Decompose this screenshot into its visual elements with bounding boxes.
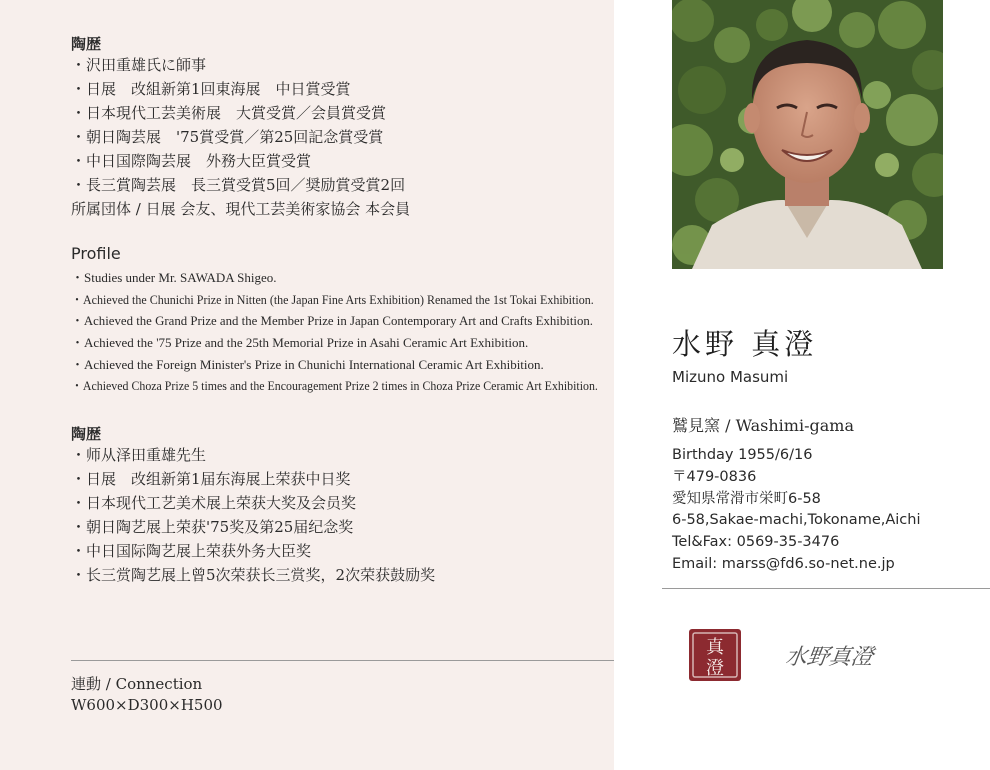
list-item: ・Achieved the Foreign Minister's Prize in Chunichi International Ceramic Art Exhibition. [71,356,544,372]
birthday: Birthday 1955/6/16 [672,447,813,463]
list-item: ・朝日陶艺展上荣获'75奖及第25届纪念奖 [71,518,354,536]
list-item: ・中日国際陶芸展 外務大臣賞受賞 [71,152,312,170]
kiln-name: 鷲見窯 / Washimi-gama [672,416,854,435]
career-zh-title: 陶歴 [71,425,102,443]
list-item: ・Achieved the Chunichi Prize in Nitten (the Japan Fine Arts Exhibition) Renamed the 1st Tokai Exhibition. [71,291,594,307]
career-zh-list [71,443,435,587]
profile-title: Profile [71,244,121,263]
list-item: ・师从泽田重雄先生 [71,446,207,464]
career-ja-title: 陶歴 [71,35,102,53]
list-item: ・長三賞陶芸展 長三賞受賞5回／奨励賞受賞2回 [71,176,406,194]
postal-code: 〒479-0836 [672,468,757,485]
artist-signature [786,636,896,676]
list-item: ・日展 改組新第1回東海展 中日賞受賞 [71,80,351,98]
divider [662,588,990,589]
work-dimensions: W600×D300×H500 [71,696,223,714]
artist-name-ja: 水野 真澄 [672,327,818,361]
list-item: ・日本现代工艺美术展上荣获大奖及会员奖 [71,494,357,512]
list-item: ・长三赏陶艺展上曾5次荣获长三赏奖，2次荣获鼓励奖 [71,566,436,584]
work-title: 連動 / Connection [71,675,203,693]
list-item: ・Achieved the '75 Prize and the 25th Memorial Prize in Asahi Ceramic Art Exhibition. [71,335,529,351]
list-item: ・Studies under Mr. SAWADA Shigeo. [71,270,277,285]
career-ja-list [71,53,410,221]
contact-info [672,445,920,576]
artist-name-en: Mizuno Masumi [672,368,789,386]
svg-text:澄: 澄 [706,658,724,679]
address-en: 6-58,Sakae-machi,Tokoname,Aichi [672,512,921,529]
list-item: 所属団体 / 日展 会友、現代工芸美術家協会 本会員 [71,200,411,218]
list-item: ・朝日陶芸展 '75賞受賞／第25回記念賞受賞 [71,128,384,146]
list-item: ・日展 改组新第1届东海展上荣获中日奖 [71,470,351,488]
list-item: ・Achieved the Grand Prize and the Member Prize in Japan Contemporary Art and Crafts Exhibition. [71,313,594,329]
divider [71,660,614,661]
svg-text:水野真澄: 水野真澄 [786,644,875,670]
list-item: ・沢田重雄氏に師事 [71,56,207,74]
svg-text:真: 真 [706,637,724,658]
list-item: ・中日国际陶艺展上荣获外务大臣奖 [71,542,312,560]
email: Email: marss@fd6.so-net.ne.jp [672,555,895,572]
seal-stamp [686,626,744,684]
artist-portrait-photo [672,0,943,269]
list-item: ・Achieved Choza Prize 5 times and the Encouragement Prize 2 times in Choza Prize Ceramic Art Exhibition. [71,378,598,394]
tel-fax: Tel&Fax: 0569-35-3476 [672,534,840,551]
profile-list [71,267,647,397]
list-item: ・日本現代工芸美術展 大賞受賞／会員賞受賞 [71,104,387,122]
address-ja: 愛知県常滑市栄町6-58 [672,490,821,507]
